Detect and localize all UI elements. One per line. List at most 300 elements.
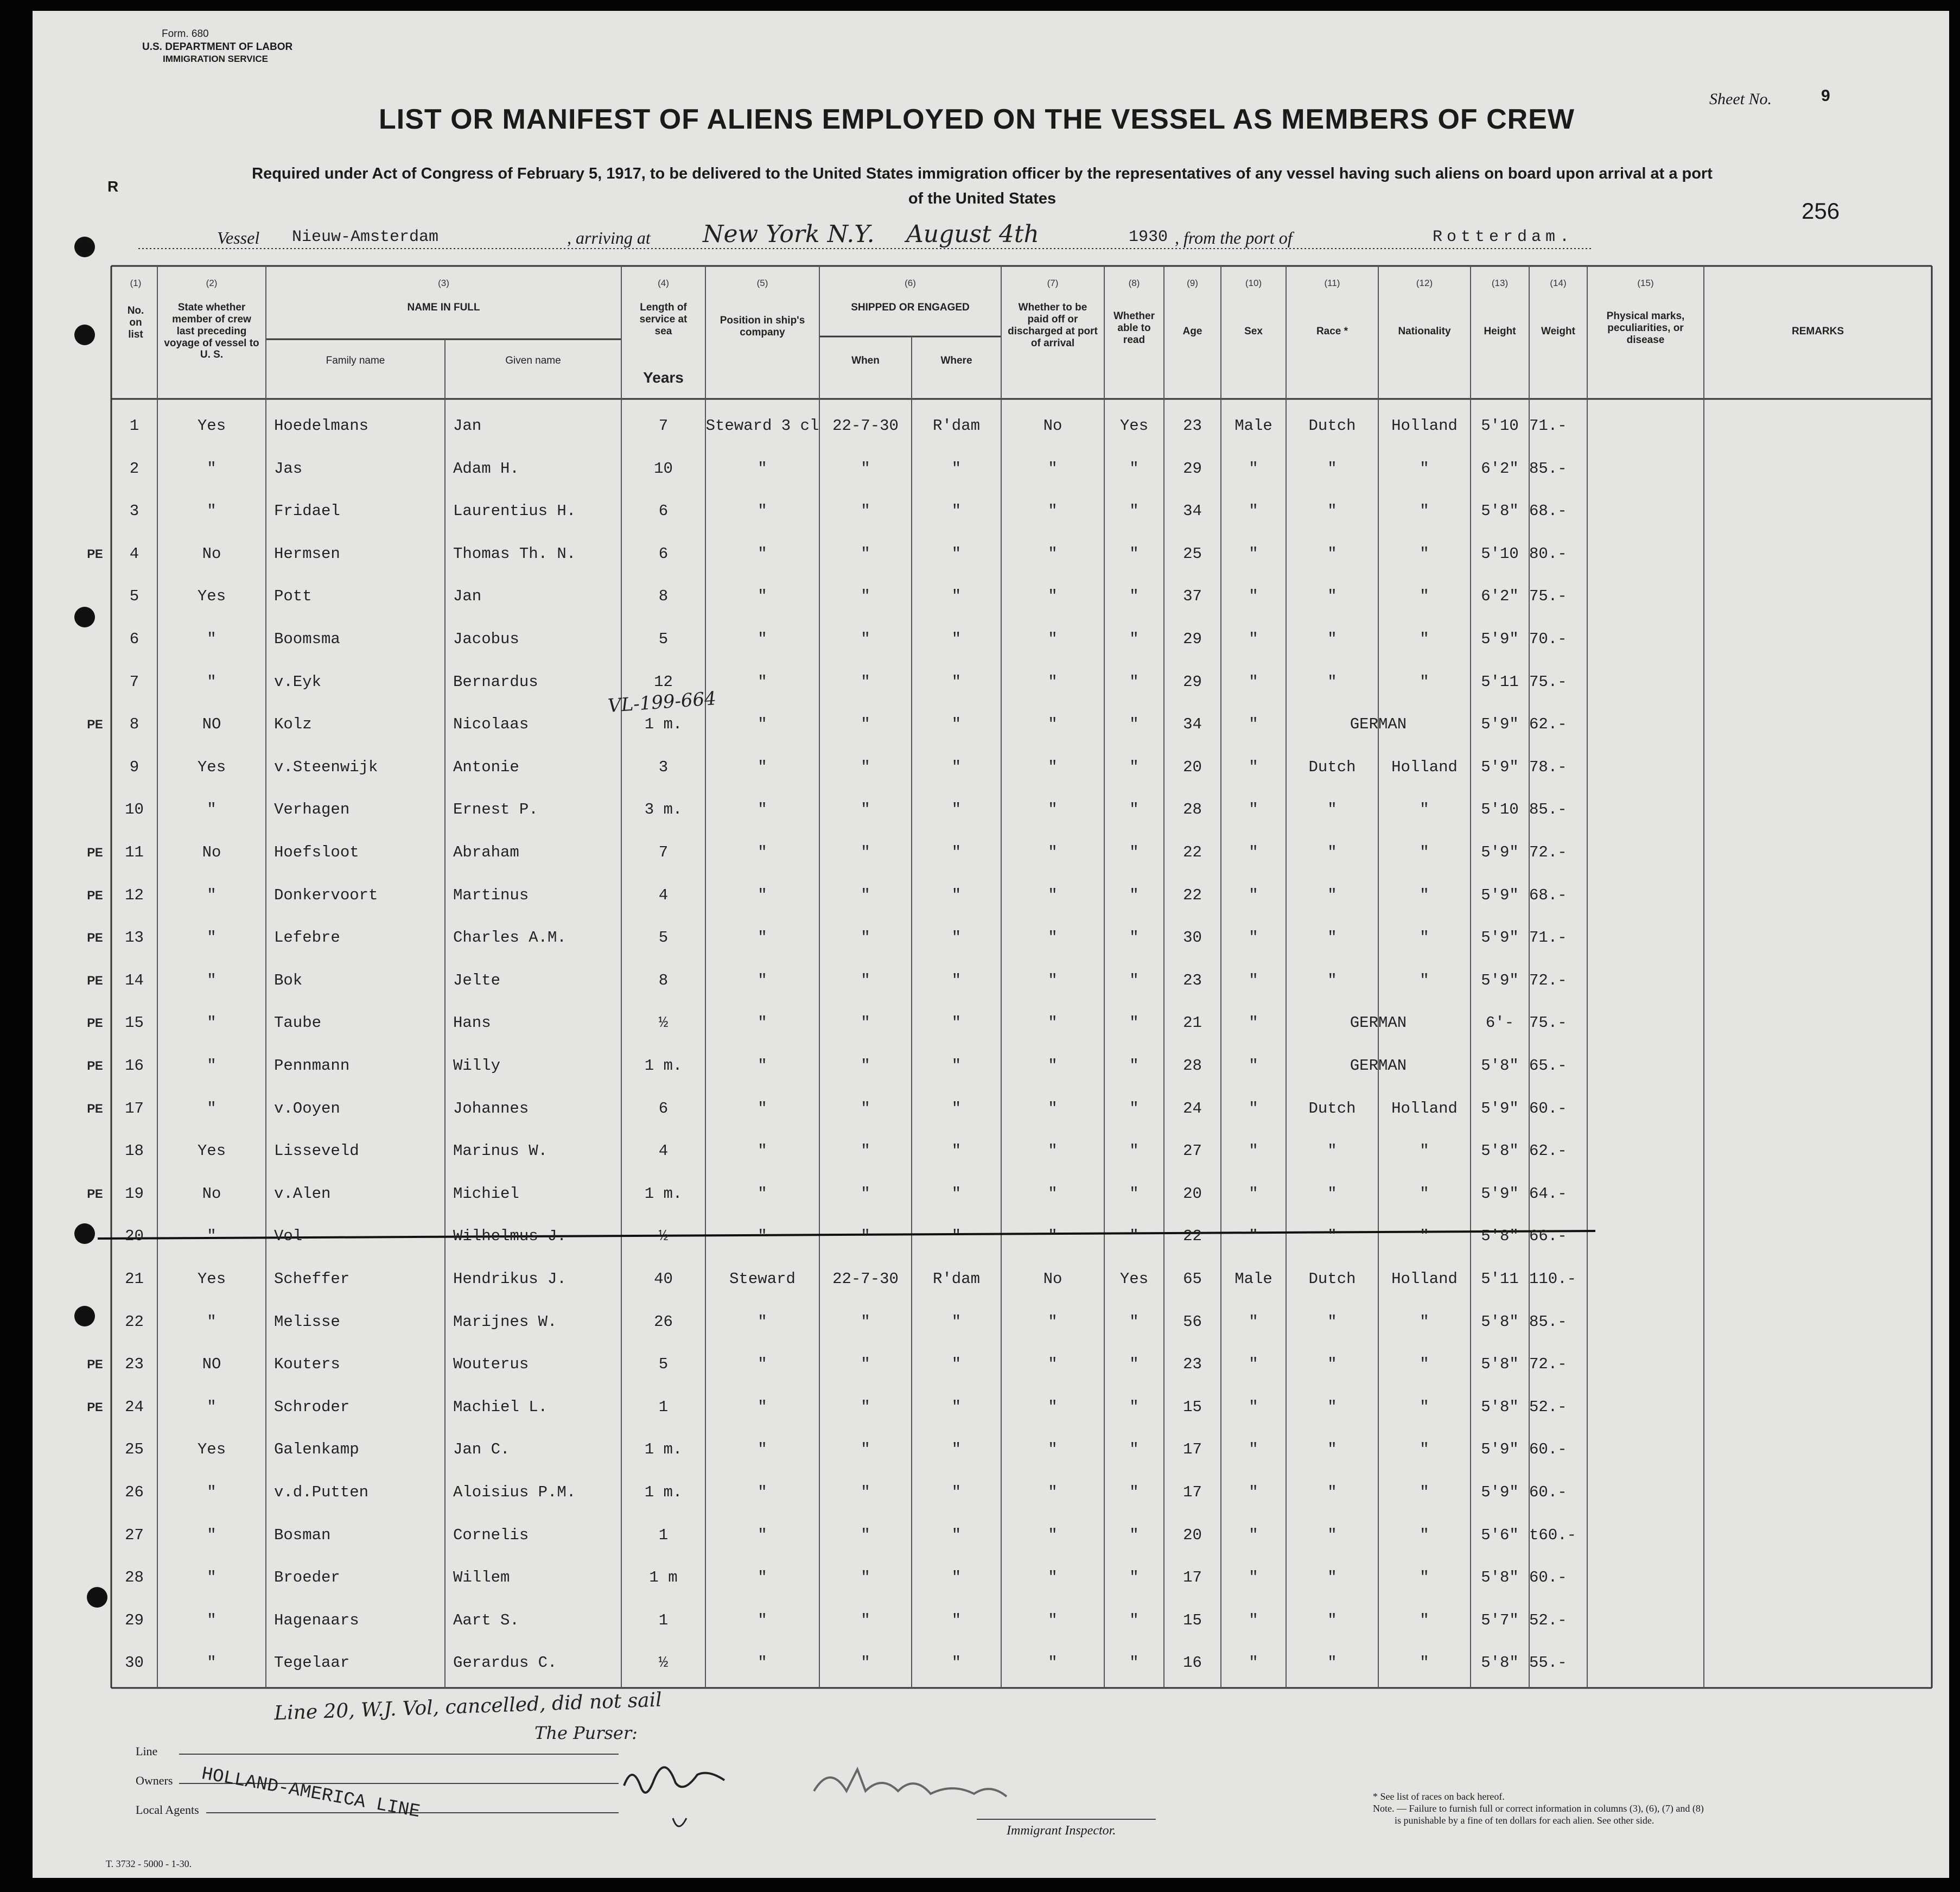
age-cell: 30 (1183, 929, 1202, 947)
previous-voyage-cell: " (207, 886, 217, 904)
race-cell: " (1327, 1355, 1337, 1374)
row-number-cell: 26 (125, 1483, 144, 1501)
ship-position-cell: " (758, 1654, 767, 1672)
row-number-cell: 22 (125, 1312, 144, 1331)
age-cell: 22 (1183, 886, 1202, 904)
previous-voyage-cell: " (207, 630, 217, 648)
age-cell: 23 (1183, 417, 1202, 435)
ship-position-cell: " (758, 1355, 767, 1374)
arrival-port: New York N.Y. (703, 220, 875, 248)
age-cell: 23 (1183, 971, 1202, 989)
sex-cell: " (1249, 1483, 1258, 1501)
col-6-when: When (851, 355, 880, 366)
given-name-header: Given name (505, 355, 561, 366)
years-at-sea-cell: 6 (658, 544, 669, 563)
stamp-r: R (107, 178, 119, 195)
col-8-header: Whether able to read (1113, 310, 1155, 346)
page-subtitle: Required under Act of Congress of February 5, 1917, to be delivered to the United States immigration officer by the representatives of any vessel having such aliens on board upon arrival at a port (252, 165, 1713, 182)
engaged-where-cell: " (951, 758, 962, 776)
vessel-name: Nieuw-Amsterdam (292, 228, 439, 246)
height-cell: 5'9" (1481, 1099, 1519, 1118)
height-cell: 5'8" (1481, 1312, 1519, 1331)
nationality-cell: " (1420, 1184, 1429, 1203)
engaged-where-cell: " (951, 1569, 962, 1587)
paid-off-cell: " (1048, 672, 1058, 691)
family-name-cell: v.Ooyen (274, 1099, 340, 1118)
able-to-read-cell: " (1129, 1057, 1139, 1075)
row-number-cell: 28 (125, 1569, 144, 1587)
race-cell: Dutch (1308, 1099, 1356, 1118)
paid-off-cell: " (1048, 1569, 1058, 1587)
engaged-where-cell: " (951, 1483, 962, 1501)
engaged-when-cell: " (861, 1440, 870, 1459)
age-cell: 29 (1183, 459, 1202, 478)
engaged-where-cell: " (951, 1014, 962, 1032)
paid-off-cell: " (1048, 1142, 1058, 1160)
nationality-cell: Holland (1391, 1099, 1458, 1118)
family-name-cell: Galenkamp (274, 1440, 359, 1459)
weight-cell: 75.- (1529, 587, 1567, 606)
paid-off-cell: " (1048, 1312, 1058, 1331)
pe-mark-cell: PE (87, 973, 103, 987)
weight-cell: 66.- (1529, 1227, 1567, 1246)
vessel-label: Vessel (217, 228, 260, 247)
weight-cell: 75.- (1529, 1014, 1567, 1032)
ship-position-cell: " (758, 1227, 767, 1246)
engaged-where-cell: " (951, 886, 962, 904)
row-number-cell: 16 (125, 1057, 144, 1075)
weight-cell: 110.- (1529, 1270, 1577, 1288)
previous-voyage-cell: Yes (197, 1440, 226, 1459)
height-cell: 5'8" (1481, 1227, 1519, 1246)
row-number-cell: 24 (125, 1398, 144, 1416)
paid-off-cell: " (1048, 1526, 1058, 1544)
nationality-cell: " (1420, 1227, 1429, 1246)
sex-cell: " (1249, 1142, 1258, 1160)
row-number-cell: 7 (129, 672, 139, 691)
nationality-cell: Holland (1391, 1270, 1458, 1288)
weight-cell: 70.- (1529, 630, 1567, 648)
row-number-cell: 8 (129, 715, 139, 734)
sex-cell: " (1249, 630, 1258, 648)
paid-off-cell: " (1048, 1440, 1058, 1459)
given-name-cell: Gerardus C. (453, 1654, 557, 1672)
given-name-cell: Laurentius H. (453, 502, 576, 520)
col-6-num: (6) (905, 278, 916, 288)
engaged-when-cell: " (861, 886, 870, 904)
paid-off-cell: " (1048, 929, 1058, 947)
engaged-when-cell: " (861, 1611, 870, 1629)
row-number-cell: 1 (129, 417, 139, 435)
page-subtitle-2: of the United States (908, 190, 1057, 207)
nationality-cell: " (1420, 801, 1429, 819)
age-cell: 37 (1183, 587, 1202, 606)
engaged-when-cell: " (861, 971, 870, 989)
years-at-sea-cell: 1 m. (644, 1440, 683, 1459)
weight-cell: 72.- (1529, 1355, 1567, 1374)
given-name-cell: Marinus W. (453, 1142, 548, 1160)
ship-position-cell: " (758, 544, 767, 563)
race-cell: " (1327, 929, 1337, 947)
pe-mark-cell: PE (87, 1357, 103, 1372)
given-name-cell: Jacobus (453, 630, 519, 648)
sex-cell: " (1249, 1398, 1258, 1416)
given-name-cell: Jan (453, 587, 482, 606)
nationality-cell: " (1420, 1654, 1429, 1672)
weight-cell: 60.- (1529, 1569, 1567, 1587)
col-10-num: (10) (1245, 278, 1262, 288)
family-name-header: Family name (326, 355, 385, 366)
arrival-year: 1930 (1129, 228, 1168, 246)
height-cell: 5'9" (1481, 1184, 1519, 1203)
engaged-where-cell: " (951, 1227, 962, 1246)
engaged-where-cell: " (951, 1184, 962, 1203)
previous-voyage-cell: " (207, 672, 217, 691)
ship-position-cell: " (758, 843, 767, 861)
age-cell: 34 (1183, 715, 1202, 734)
engaged-where-cell: " (951, 1312, 962, 1331)
age-cell: 28 (1183, 1057, 1202, 1075)
height-cell: 5'9" (1481, 630, 1519, 648)
years-at-sea-cell: 3 (658, 758, 669, 776)
engaged-when-cell: " (861, 502, 870, 520)
family-name-cell: Vol (274, 1227, 303, 1246)
years-at-sea-cell: 40 (654, 1270, 673, 1288)
given-name-cell: Michiel (453, 1184, 519, 1203)
pe-mark-cell: PE (87, 1059, 103, 1072)
height-cell: 5'6" (1481, 1526, 1519, 1544)
height-cell: 5'9" (1481, 758, 1519, 776)
race-cell: " (1327, 886, 1337, 904)
engaged-where-cell: " (951, 801, 962, 819)
weight-cell: 60.- (1529, 1099, 1567, 1118)
family-name-cell: Kouters (274, 1355, 340, 1374)
height-cell: 5'8" (1481, 1057, 1519, 1075)
weight-cell: 72.- (1529, 971, 1567, 989)
col-4-unit: Years (643, 369, 684, 386)
ship-position-cell: " (758, 630, 767, 648)
paid-off-cell: No (1043, 1270, 1062, 1288)
col-12-num: (12) (1416, 278, 1433, 288)
weight-cell: 75.- (1529, 672, 1567, 691)
years-at-sea-cell: 1 m. (644, 715, 683, 734)
engaged-when-cell: " (861, 1142, 870, 1160)
years-at-sea-cell: 1 m. (644, 1057, 683, 1075)
weight-cell: 71.- (1529, 929, 1567, 947)
height-cell: 5'9" (1481, 843, 1519, 861)
engaged-where-cell: " (951, 502, 962, 520)
given-name-cell: Adam H. (453, 459, 519, 478)
family-name-cell: Scheffer (274, 1270, 350, 1288)
paid-off-cell: " (1048, 1611, 1058, 1629)
previous-voyage-cell: " (207, 1569, 217, 1587)
family-name-cell: Jas (274, 459, 303, 478)
ship-position-cell: Steward 3 cl (705, 417, 819, 435)
paid-off-cell: " (1048, 459, 1058, 478)
engaged-when-cell: " (861, 459, 870, 478)
row-number-cell: 30 (125, 1654, 144, 1672)
ship-position-cell: " (758, 1569, 767, 1587)
able-to-read-cell: " (1129, 1398, 1139, 1416)
race-cell: " (1327, 1526, 1337, 1544)
col-3-header: NAME IN FULL (407, 302, 480, 313)
able-to-read-cell: " (1129, 1569, 1139, 1587)
sex-cell: " (1249, 587, 1258, 606)
given-name-cell: Charles A.M. (453, 929, 567, 947)
race-cell: " (1327, 1312, 1337, 1331)
given-name-cell: Willem (453, 1569, 510, 1587)
previous-voyage-cell: Yes (197, 758, 226, 776)
family-name-cell: Melisse (274, 1312, 340, 1331)
years-at-sea-cell: 3 m. (644, 801, 683, 819)
family-name-cell: Hagenaars (274, 1611, 359, 1629)
height-cell: 5'7" (1481, 1611, 1519, 1629)
engaged-when-cell: " (861, 1526, 870, 1544)
nationality-cell: Holland (1391, 417, 1458, 435)
sex-cell: " (1249, 1440, 1258, 1459)
able-to-read-cell: " (1129, 1142, 1139, 1160)
given-name-cell: Wilhelmus J. (453, 1227, 567, 1246)
age-cell: 65 (1183, 1270, 1202, 1288)
weight-cell: 55.- (1529, 1654, 1567, 1672)
weight-cell: 85.- (1529, 459, 1567, 478)
able-to-read-cell: " (1129, 971, 1139, 989)
sex-cell: " (1249, 715, 1258, 734)
race-cell: " (1327, 971, 1337, 989)
col-4-num: (4) (658, 278, 669, 288)
years-at-sea-cell: 8 (658, 971, 669, 989)
age-cell: 24 (1183, 1099, 1202, 1118)
previous-voyage-cell: " (207, 929, 217, 947)
ship-position-cell: Steward (729, 1270, 796, 1288)
height-cell: 5'8" (1481, 1142, 1519, 1160)
engaged-when-cell: " (861, 1057, 870, 1075)
pe-mark-cell: PE (87, 888, 103, 902)
engaged-where-cell: " (951, 971, 962, 989)
years-at-sea-cell: 26 (654, 1312, 673, 1331)
ship-position-cell: " (758, 587, 767, 606)
paid-off-cell: " (1048, 1057, 1058, 1075)
sex-cell: Male (1234, 417, 1272, 435)
col-9-num: (9) (1187, 278, 1198, 288)
paid-off-cell: " (1048, 843, 1058, 861)
race-cell: " (1327, 801, 1337, 819)
arrival-date: August 4th (906, 220, 1039, 248)
years-at-sea-cell: 6 (658, 502, 669, 520)
able-to-read-cell: " (1129, 1014, 1139, 1032)
previous-voyage-cell: No (202, 544, 221, 563)
engaged-when-cell: " (861, 1099, 870, 1118)
race-cell: " (1327, 459, 1337, 478)
engaged-where-cell: " (951, 843, 962, 861)
ship-position-cell: " (758, 801, 767, 819)
row-number-cell: 19 (125, 1184, 144, 1203)
sex-cell: " (1249, 459, 1258, 478)
family-name-cell: Pennmann (274, 1057, 350, 1075)
pe-mark-cell: PE (87, 547, 103, 561)
engaged-when-cell: " (861, 587, 870, 606)
family-name-cell: Pott (274, 587, 312, 606)
col-6-where: Where (940, 355, 972, 366)
age-cell: 34 (1183, 502, 1202, 520)
engaged-where-cell: " (951, 1057, 962, 1075)
engaged-when-cell: " (861, 758, 870, 776)
engaged-where-cell: " (951, 1526, 962, 1544)
paid-off-cell: " (1048, 715, 1058, 734)
col-12-header: Nationality (1398, 326, 1451, 337)
family-name-cell: Broeder (274, 1569, 340, 1587)
col-2-num: (2) (206, 278, 218, 288)
nationality-cell: " (1420, 1526, 1429, 1544)
col-15-num: (15) (1637, 278, 1654, 288)
able-to-read-cell: " (1129, 1526, 1139, 1544)
footnote-penalty-2: is punishable by a fine of ten dollars for each alien. See other side. (1395, 1815, 1654, 1826)
race-cell: " (1327, 672, 1337, 691)
race-cell: " (1327, 1569, 1337, 1587)
row-number-cell: 2 (129, 459, 139, 478)
sex-cell: " (1249, 1526, 1258, 1544)
given-name-cell: Aart S. (453, 1611, 519, 1629)
years-at-sea-cell: 10 (654, 459, 673, 478)
given-name-cell: Jan C. (453, 1440, 510, 1459)
inspector-label: Immigrant Inspector. (1007, 1824, 1116, 1838)
ship-position-cell: " (758, 672, 767, 691)
given-name-cell: Hendrikus J. (453, 1270, 567, 1288)
previous-voyage-cell: " (207, 502, 217, 520)
able-to-read-cell: Yes (1119, 1270, 1149, 1288)
able-to-read-cell: " (1129, 544, 1139, 563)
paid-off-cell: " (1048, 1355, 1058, 1374)
previous-voyage-cell: " (207, 1398, 217, 1416)
weight-cell: 72.- (1529, 843, 1567, 861)
engaged-where-cell: " (951, 929, 962, 947)
sex-cell: " (1249, 502, 1258, 520)
able-to-read-cell: " (1129, 1483, 1139, 1501)
from-label: , from the port of (1175, 228, 1293, 247)
engaged-when-cell: 22-7-30 (832, 417, 899, 435)
sex-cell: " (1249, 1654, 1258, 1672)
years-at-sea-cell: ½ (658, 1014, 669, 1032)
years-at-sea-cell: 1 (658, 1398, 669, 1416)
able-to-read-cell: " (1129, 1184, 1139, 1203)
previous-voyage-cell: Yes (197, 1142, 226, 1160)
pe-mark-cell: PE (87, 1016, 103, 1030)
years-at-sea-cell: ½ (658, 1227, 669, 1246)
height-cell: 5'8" (1481, 502, 1519, 520)
ship-position-cell: " (758, 1398, 767, 1416)
race-cell: " (1327, 1398, 1337, 1416)
nationality-cell: " (1420, 1611, 1429, 1629)
given-name-cell: Cornelis (453, 1526, 529, 1544)
given-name-cell: Bernardus (453, 672, 538, 691)
height-cell: 5'10 (1481, 801, 1519, 819)
ship-position-cell: " (758, 886, 767, 904)
paid-off-cell: " (1048, 587, 1058, 606)
engaged-where-cell: " (951, 715, 962, 734)
ship-position-cell: " (758, 1099, 767, 1118)
sex-cell: " (1249, 758, 1258, 776)
engaged-where-cell: " (951, 1654, 962, 1672)
paid-off-cell: " (1048, 502, 1058, 520)
sex-cell: " (1249, 971, 1258, 989)
ship-position-cell: " (758, 1526, 767, 1544)
family-name-cell: Donkervoort (274, 886, 378, 904)
years-at-sea-cell: 12 (654, 672, 673, 691)
paid-off-cell: " (1048, 1227, 1058, 1246)
paid-off-cell: " (1048, 1099, 1058, 1118)
given-name-cell: Martinus (453, 886, 529, 904)
family-name-cell: Lisseveld (274, 1142, 359, 1160)
able-to-read-cell: " (1129, 843, 1139, 861)
sex-cell: " (1249, 1014, 1258, 1032)
sex-cell: " (1249, 672, 1258, 691)
age-cell: 56 (1183, 1312, 1202, 1331)
height-cell: 6'- (1485, 1014, 1514, 1032)
nationality-cell: Holland (1391, 758, 1458, 776)
row-number-cell: 23 (125, 1355, 144, 1374)
engaged-when-cell: " (861, 929, 870, 947)
nationality-cell: " (1420, 1142, 1429, 1160)
race-cell: " (1327, 1142, 1337, 1160)
ship-position-cell: " (758, 502, 767, 520)
race-cell: " (1327, 630, 1337, 648)
sex-cell: Male (1234, 1270, 1272, 1288)
years-at-sea-cell: 1 (658, 1611, 669, 1629)
paid-off-cell: " (1048, 1654, 1058, 1672)
age-cell: 20 (1183, 758, 1202, 776)
given-name-cell: Nicolaas (453, 715, 529, 734)
previous-voyage-cell: NO (202, 1355, 221, 1374)
able-to-read-cell: Yes (1119, 417, 1149, 435)
nationality-cell: " (1420, 630, 1429, 648)
previous-voyage-cell: Yes (197, 417, 226, 435)
engaged-where-cell: " (951, 1440, 962, 1459)
weight-cell: 60.- (1529, 1440, 1567, 1459)
able-to-read-cell: " (1129, 929, 1139, 947)
row-number-cell: 10 (125, 801, 144, 819)
age-cell: 21 (1183, 1014, 1202, 1032)
sex-cell: " (1249, 1099, 1258, 1118)
engaged-where-cell: " (951, 1398, 962, 1416)
race-cell: " (1327, 544, 1337, 563)
col-2-header: State whether member of crew last preceding voyage of vessel to U. S. (164, 302, 259, 361)
height-cell: 6'2" (1481, 587, 1519, 606)
able-to-read-cell: " (1129, 1611, 1139, 1629)
pe-mark-cell: PE (87, 1400, 103, 1414)
row-number-cell: 4 (129, 544, 139, 563)
age-cell: 17 (1183, 1483, 1202, 1501)
able-to-read-cell: " (1129, 672, 1139, 691)
years-at-sea-cell: 5 (658, 1355, 669, 1374)
nationality-cell: " (1420, 971, 1429, 989)
page-stamp-number: 256 (1802, 198, 1840, 224)
age-cell: 15 (1183, 1611, 1202, 1629)
able-to-read-cell: " (1129, 459, 1139, 478)
weight-cell: 85.- (1529, 801, 1567, 819)
remarks-header: REMARKS (1791, 326, 1844, 337)
nationality-cell: " (1420, 587, 1429, 606)
nationality-cell: " (1420, 544, 1429, 563)
race-cell: GERMAN (1350, 715, 1407, 734)
nationality-cell: " (1420, 843, 1429, 861)
weight-cell: 68.- (1529, 502, 1567, 520)
paid-off-cell: " (1048, 1014, 1058, 1032)
weight-cell: 60.- (1529, 1483, 1567, 1501)
given-name-cell: Abraham (453, 843, 519, 861)
previous-voyage-cell: " (207, 1227, 217, 1246)
line-label: Line (136, 1744, 158, 1758)
pe-mark-cell: PE (87, 846, 103, 859)
